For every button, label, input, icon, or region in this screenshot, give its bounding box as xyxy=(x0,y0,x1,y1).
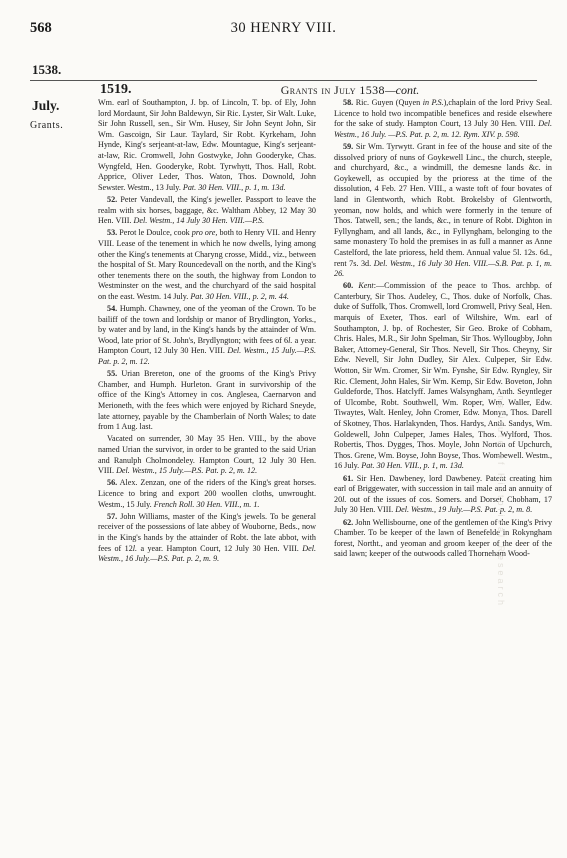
entry-number: 57. xyxy=(107,511,118,521)
entry-60: 60. Kent:—Commission of the peace to Thos. archbp. of Canterbury, Sir Thos. Audeley, C., Thos. duke of Norfolk, Chas. duke of Suffolk, Thos. Cromwell, lord Cromwell, Privy Seal, Hen. marquis of Exeter, Thos. earl of Wiltshire, Wm. earl of Southampton, J. bp. of Rochester, Sir Geo. Broke of Cobham, Chris. Hales, M.R., Sir John Spelman, Sir Thos. Wyllougbby, John Baker, Attorney-General, Sir Thos. Nevell, Sir Thos. Cheyny, Sir Edw. Nevell, Sir John Dudley, Sir Alex. Culpeper, Sir Edw. Wotton, Sir Wm. Cromer, Sir Wm. Fynshe, Sir Edw. Ryngley, Sir Ric. Clement, John Hales, Sir Wm. Kemp, Sir Edw. Boveton, John Guldeforde, Thos. Hatclyff. James Walsyngham, Anth. Seyntleger of Ulcombe, Robt. Southwell, Wm. Roper, Wm. Waller, Edw. Tiwaytes, Walt. Henley, John Cromer, Edw. Monyn, Thos. Darell of Skotney, Thos. Harlakynden, Thos. Hardys, Anth. Sandys, Wm. Goldewell, John Culpeper, James Hales, Thos. Wylford, Thos. Robertis, Thos. Dygges, Thos. Moyle, John Norton of Upchurch, Thos. Grene, Wm. Boyse, John Boyse, Thos. Wombewell. Westm., 16 July. Pat. 30 Hen. VIII., p. 1, m. 13d. xyxy=(334,281,552,471)
entry-ref: Pat. 30 Hen. VIII., p. 2, m. 44. xyxy=(190,291,289,301)
entry-54: 54. Humph. Chawney, one of the yeoman of the Crown. To be bailiff of the town and lordship or manor of Brydlington, Yorks., by water and by land, in the King's hands by the attainder of Wm. Wood, late prior of St. John's, Brydlyngton; with fees of 6l. a year. Hampton Court, 12 July 30 Hen. VIII. Del. Westm., 15 July.—P.S. Pat. p. 2, m. 12. xyxy=(98,304,317,367)
entry-number: 61. xyxy=(343,473,354,483)
column-heading-title: Grants in July 1538 xyxy=(280,83,385,97)
entry-52: 52. Peter Vandevall, the King's jeweller. Passport to leave the realm with six horses, baggage, &c. Waltham Abbey, 12 May 30 Hen. VIII. Del. Westm., 14 July 30 Hen. VIII.—P.S. xyxy=(98,194,317,226)
column-heading xyxy=(160,83,540,98)
margin-year: 1538. xyxy=(32,62,62,77)
entry-number: 54. xyxy=(107,304,118,314)
header-rule xyxy=(30,80,537,81)
left-column xyxy=(98,98,316,566)
entry-ref: French Roll. 30 Hen. VIII., m. 1. xyxy=(153,499,260,509)
margin-section-label: Grants. xyxy=(30,120,64,131)
entry-number: 53. xyxy=(107,228,118,238)
entry-59: 59. Sir Wm. Tyrwytt. Grant in fee of the house and site of the dissolved priory of nuns of Goykewell Linc., the church, steeple, and churchyard, &c., a windmill, the demesne lands &c. in Goykewell, as occupied by the prioress at the time of the dissolution, 4 Feb. 27 Hen. VIII., a waste toft of four bovates of land in Glentworth, which Robt. Brokelsby of Glentworth, yeoman, now holds, and which were formerly in the tenure of Thos. Tatwell, sen.; the lands, &c., in tenure of Robt. Dighton in Fyllyngham, and all lands, &c., in Fyllyngham, belonging to the same monastery To hold the premises in as full a manner as Anne Castelford, the late prioress, held them. Annual value 5l. 12s. 6d., rent 7s. 3d. Del. Westm., 16 July 30 Hen. VIII.—S.B. Pat. p. 1, m. 26. xyxy=(334,141,553,279)
entry-number: 60. xyxy=(343,281,354,291)
entry-number: 56. xyxy=(107,478,118,488)
entry-51-continued: Wm. earl of Southampton, J. bp. of Lincoln, T. bp. of Ely, John lord Mordaunt, Sir John Baldewyn, Sir Ric. Lyster, Sir Walt. Luke, Sir John Russell, sen., Sir Wm. Husey, Sir John Seynt John, Sir Wm. Gascoign, Sir Laur. Taylard, Sir Robt. Kyrkeham, John Hynde, King's serjeant-at-law, Edw. Mountague, King's serjeant-at-law, Ric. Cromwell, John Gostwyke, John Gooderyke, Chas. Wyngfeld, Hen. Gooderyke, Robt. Tyrwhytt, Thos. Hall, Robt. Apprice, Oliver Leder, Thos. Waton, Thos. Downold, John Sewster. Westm., 13 July. Pat. 30 Hen. VIII., p. 1, m. 13d. xyxy=(98,98,316,192)
margin-month: July. xyxy=(32,98,60,113)
entry-58: 58. Ric. Guyen (Quyen in P.S.),chaplain of the lord Privy Seal. Licence to hold two incompatible benefices and reside elsewhere for the sake of study. Hampton Court, 13 July 30 Hen. VIII. Del. Westm., 16 July. —P.S. Pat. p. 2, m. 12. Rym. XIV. p. 598. xyxy=(334,98,552,139)
entry-53: 53. Perot le Doulce, cook pro ore, both to Henry VII. and Henry VIII. Lease of the tenement in which he now dwells, lying among other the King's tenements at Charyng crosse, Midd., viz., between the hospital of St. Mary Rouncedevall on the north, and the King's other tenements there on the south, the highway from London to Westminster on the west, and the churchyard of the said hospital on the east. Westm. 14 July. Pat. 30 Hen. VIII., p. 2, m. 44. xyxy=(98,228,316,301)
entry-ref: Pat. 30 Hen. VIII., p. 1, m. 13d. xyxy=(182,182,286,192)
entry-ref: Del. Westm., 16 July. —P.S. Pat. p. 2, m. 12. Rym. XIV. p. 598. xyxy=(334,119,552,139)
entry-ref: Del. Westm., 16 July.—P.S. Pat. p. 2, m. 9. xyxy=(98,543,317,564)
entry-number: 62. xyxy=(343,517,354,527)
entry-ref: Del. Westm., 19 July.—P.S. Pat. p. 2, m. 8. xyxy=(395,505,533,515)
entry-ref: Del. Westm., 15 July.—P.S. Pat. p. 2, m. 12. xyxy=(116,466,258,476)
entry-56: 56. Alex. Zenzan, one of the riders of the King's great horses. Licence to bring and export 200 woollen cloths, unwrought. Westm., 15 July. French Roll. 30 Hen. VIII., m. 1. xyxy=(98,478,316,509)
entry-ref: Pat. 30 Hen. VIII., p. 1, m. 13d. xyxy=(361,461,464,471)
right-column xyxy=(334,98,552,562)
entry-ref: Del. Westm., 16 July 30 Hen. VIII.—S.B. Pat. p. 1, m. 26. xyxy=(334,258,553,279)
entry-57: 57. John Williams, master of the King's jewels. To be general receiver of the possessions of late abbey of Wouborne, Beds., now in the King's hands by the attainder of Robt. the late abbot, with fees of 12l. a year. Hampton Court, 12 July 30 Hen. VIII. Del. Westm., 16 July.—P.S. Pat. p. 2, m. 9. xyxy=(98,511,317,564)
page-number: 568 xyxy=(30,20,52,36)
entry-61: 61. Sir Hen. Dawbeney, lord Dawbeney. Patent creating him earl of Briggewater, with succession in tail male and an annuity of 20l. out of the issues of cos. Somers. and Dorset. Chobham, 17 July 30 Hen. VIII. Del. Westm., 19 July.—P.S. Pat. p. 2, m. 8. xyxy=(334,473,553,515)
entry-number: 58. xyxy=(343,98,354,107)
column-heading-suffix: —cont. xyxy=(384,83,420,97)
column-year: 1519. xyxy=(100,82,132,97)
entry-ref: Del. Westm., 14 July 30 Hen. VIII.—P.S. xyxy=(133,216,265,226)
entry-number: 59. xyxy=(343,141,354,151)
entry-62: 62. John Wellisbourne, one of the gentlemen of the King's Privy Chamber. To be keeper of the lawn of Benefelde in Rokyngham forest, Northt., and yeoman and groom keeper of the deer of the said lawn; keeper of the outwoods called Thorneham Wood- xyxy=(334,517,553,559)
watermark: Institute of Historical Research xyxy=(496,390,506,609)
entry-55-note: Vacated on surrender, 30 May 35 Hen. VIII., by the above named Urian the survivor, in order to be granted to the said Urian and Ranulph Cholmondeley. Hampton Court, 12 July 30 Hen. VIII. Del. Westm., 15 July.—P.S. Pat. p. 2, m. 12. xyxy=(98,434,316,476)
county-name: Kent xyxy=(358,281,374,291)
page-header xyxy=(30,20,537,42)
entry-number: 55. xyxy=(107,369,118,379)
entry-55: 55. Urian Brereton, one of the grooms of the King's Privy Chamber, and Humph. Hurleton. Grant in survivorship of the office of the King's Attorney in cos. Anglesea, Caernarvon and Merioneth, with the fees which were enjoyed by Richard Sneyde, late attorney, payable by the Chamberlain of North Wales; to date from 1 Aug. last. xyxy=(98,369,317,432)
entry-ref: Del. Westm., 15 July.—P.S. Pat. p. 2, m. 12. xyxy=(98,346,317,367)
running-title: 30 HENRY VIII. xyxy=(230,20,337,36)
entry-number: 52. xyxy=(107,194,118,204)
